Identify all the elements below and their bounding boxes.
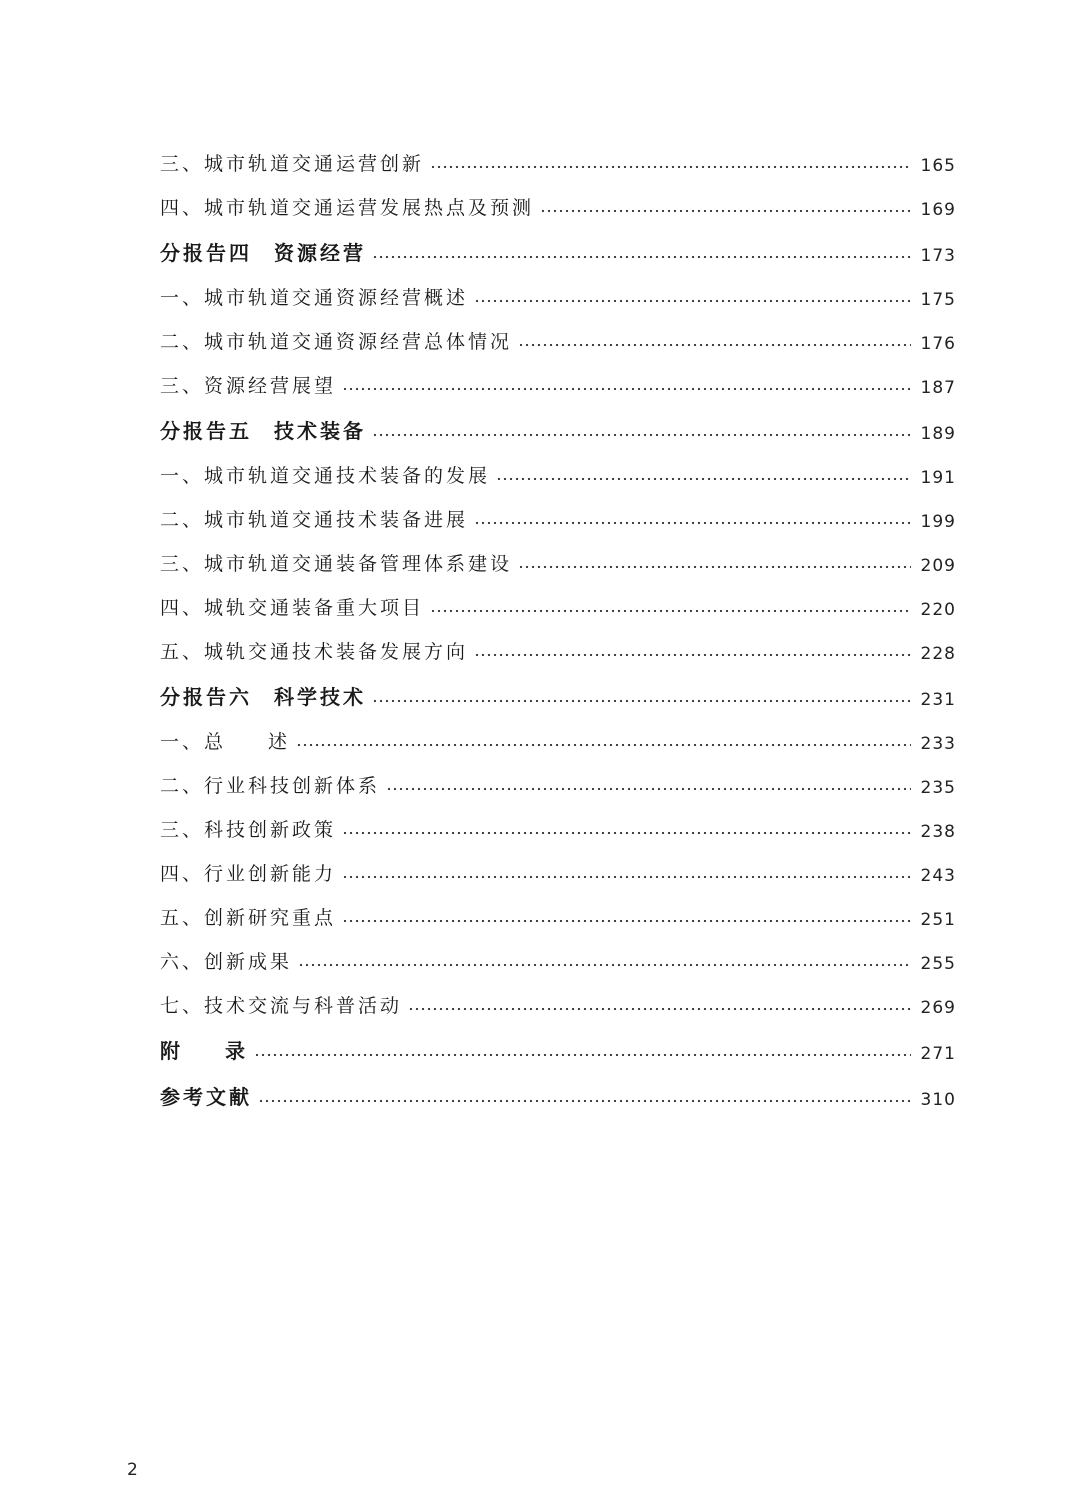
dot-leader <box>474 298 911 304</box>
toc-entry[interactable] <box>160 842 956 886</box>
dot-leader <box>372 254 911 260</box>
dot-leader <box>474 520 911 526</box>
dot-leader <box>474 652 911 658</box>
toc-entry-title <box>160 727 296 754</box>
toc-entry[interactable] <box>160 754 956 798</box>
toc-entry-title: 四、城轨交通装备重大项目 <box>160 597 425 619</box>
toc-entry[interactable] <box>160 176 956 220</box>
toc-entry[interactable] <box>160 576 956 620</box>
toc-entry[interactable] <box>160 710 956 754</box>
toc-entry[interactable] <box>160 886 956 930</box>
entry-label-part: 述 <box>268 731 291 753</box>
dot-leader <box>298 962 911 968</box>
toc-entry-title: 三、城市轨道交通运营创新 <box>160 153 425 175</box>
toc-entry-page: 238 <box>920 822 956 842</box>
toc-entry-page: 228 <box>920 644 956 664</box>
toc-entry-title: 三、资源经营展望 <box>160 375 337 397</box>
dot-leader <box>408 1006 911 1012</box>
toc-entry-page: 251 <box>920 910 956 930</box>
toc-section-title <box>160 1035 254 1064</box>
toc-entry-page: 271 <box>920 1044 956 1064</box>
section-name: 技术装备 <box>274 419 366 443</box>
table-of-contents <box>160 132 956 1110</box>
section-name: 录 <box>225 1039 248 1063</box>
toc-entry[interactable] <box>160 532 956 576</box>
dot-leader <box>496 476 911 482</box>
dot-leader <box>342 874 911 880</box>
toc-entry-page: 209 <box>920 556 956 576</box>
dot-leader <box>342 830 911 836</box>
toc-entry-page: 310 <box>920 1090 956 1110</box>
dot-leader <box>342 386 911 392</box>
toc-entry[interactable] <box>160 488 956 532</box>
section-name: 科学技术 <box>274 685 366 709</box>
toc-section-title: 参考文献 <box>160 1085 252 1109</box>
toc-section-heading[interactable] <box>160 1018 956 1064</box>
toc-entry-page: 175 <box>920 290 956 310</box>
toc-entry[interactable] <box>160 930 956 974</box>
dot-leader <box>518 342 911 348</box>
toc-entry-page: 165 <box>920 156 956 176</box>
toc-entry-page: 269 <box>920 998 956 1018</box>
toc-section-title <box>160 681 372 710</box>
toc-entry-title: 一、城市轨道交通资源经营概述 <box>160 287 469 309</box>
dot-leader <box>372 432 911 438</box>
toc-entry-page: 187 <box>920 378 956 398</box>
toc-entry-title: 四、行业创新能力 <box>160 863 337 885</box>
toc-entry-title: 五、创新研究重点 <box>160 907 337 929</box>
toc-entry[interactable] <box>160 798 956 842</box>
section-label: 分报告六 <box>160 685 252 709</box>
toc-entry-page: 243 <box>920 866 956 886</box>
toc-section-heading[interactable] <box>160 664 956 710</box>
toc-entry-page: 169 <box>920 200 956 220</box>
dot-leader <box>518 564 911 570</box>
toc-section-heading[interactable] <box>160 1064 956 1110</box>
toc-entry[interactable] <box>160 310 956 354</box>
toc-entry-page: 233 <box>920 734 956 754</box>
section-label: 分报告四 <box>160 241 252 265</box>
dot-leader <box>296 742 911 748</box>
dot-leader <box>430 608 911 614</box>
toc-entry[interactable] <box>160 974 956 1018</box>
toc-entry-title: 六、创新成果 <box>160 951 293 973</box>
toc-entry-page: 231 <box>920 690 956 710</box>
toc-entry-page: 176 <box>920 334 956 354</box>
toc-entry-title: 二、城市轨道交通资源经营总体情况 <box>160 331 513 353</box>
toc-section-title <box>160 415 372 444</box>
dot-leader <box>254 1052 911 1058</box>
toc-entry-page: 191 <box>920 468 956 488</box>
dot-leader <box>342 918 911 924</box>
toc-entry-title: 四、城市轨道交通运营发展热点及预测 <box>160 197 535 219</box>
dot-leader <box>540 208 911 214</box>
toc-entry-title: 五、城轨交通技术装备发展方向 <box>160 641 469 663</box>
page-number: 2 <box>127 1460 138 1480</box>
toc-section-heading[interactable] <box>160 220 956 266</box>
toc-entry[interactable] <box>160 266 956 310</box>
dot-leader <box>372 698 911 704</box>
dot-leader <box>430 164 911 170</box>
toc-entry[interactable] <box>160 620 956 664</box>
section-label: 附 <box>160 1039 183 1063</box>
section-name: 资源经营 <box>274 241 366 265</box>
section-label: 分报告五 <box>160 419 252 443</box>
toc-entry-title: 二、城市轨道交通技术装备进展 <box>160 509 469 531</box>
toc-entry[interactable] <box>160 132 956 176</box>
toc-entry-page: 189 <box>920 424 956 444</box>
toc-entry-title: 七、技术交流与科普活动 <box>160 995 403 1017</box>
toc-entry-page: 235 <box>920 778 956 798</box>
dot-leader <box>258 1098 911 1104</box>
toc-entry-page: 199 <box>920 512 956 532</box>
toc-section-heading[interactable] <box>160 398 956 444</box>
entry-label-part: 一、总 <box>160 731 227 753</box>
toc-entry-title: 三、城市轨道交通装备管理体系建设 <box>160 553 513 575</box>
toc-entry-page: 220 <box>920 600 956 620</box>
toc-section-title <box>160 237 372 266</box>
toc-entry[interactable] <box>160 444 956 488</box>
toc-entry-page: 255 <box>920 954 956 974</box>
toc-entry-title: 一、城市轨道交通技术装备的发展 <box>160 465 491 487</box>
toc-entry-title: 二、行业科技创新体系 <box>160 775 381 797</box>
toc-entry-page: 173 <box>920 246 956 266</box>
toc-entry[interactable] <box>160 354 956 398</box>
toc-entry-title: 三、科技创新政策 <box>160 819 337 841</box>
dot-leader <box>386 786 911 792</box>
